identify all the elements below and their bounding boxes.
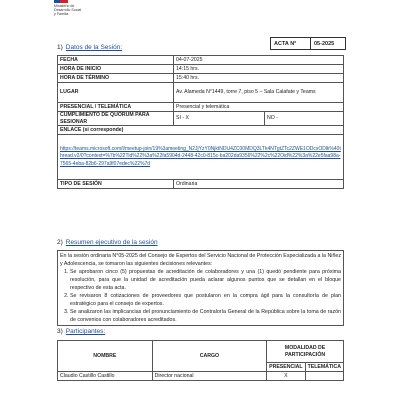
summary-intro: En la sesión ordinaria N°05-2025 del Consejo de Expertos del Servicio Nacional de Protección Especializada a la Niñez y Adolescencia, se tomaron las siguientes decisiones relevantes: <box>60 253 341 267</box>
teams-meeting-link[interactable]: https://teams.microsoft.com/l/meetup-join/19%3ameeting_N2JjYzY0NjktNDU4ZC00MDQ3LTk4NTgtZTc2ZWE1ODcxODlk%40thread.v2/0?context=%7b%22Tid%22%3a%22fa5904d-2448-42c0-815c-ba202da9356%22%2c%22Oid%22%3a%22e5faa98a-7565-4eba-82b6-297a9f07edec%22%7d <box>58 135 344 180</box>
table-row: LUGAR Av. Alameda N°1449, torre 7, piso 5 – Sala Calafate y Teams <box>58 83 344 103</box>
summary-list <box>60 268 341 324</box>
list-item: 3. Se analizaron las implicancias del pronunciamiento de Contraloría General de la República sobre la toma de razón de convenios con colaboradores acreditados. <box>70 308 341 324</box>
section-2-title: 2) Resumen ejecutivo de la sesión <box>57 239 158 246</box>
table-row: TIPO DE SESIÓN Ordinaria <box>58 180 344 189</box>
table-row: ENLACE (si corresponde) <box>58 126 344 135</box>
section-3-title: 3) Participantes: <box>57 328 106 335</box>
section-1-title: 1) Datos de la Sesión: <box>57 44 123 51</box>
table-row: FECHA 04-07-2025 <box>58 56 344 65</box>
acta-label: ACTA N° <box>271 38 311 49</box>
table-row: PRESENCIAL / TELEMÁTICA Presencial y telemática <box>58 103 344 112</box>
table-row <box>58 135 344 180</box>
ministry-logo <box>54 0 82 16</box>
list-item: 1. Se aprobaron cinco (5) propuestas de acreditación de colaboradores y una (1) quedó pendiente para próxima resolución, para que la unidad de acreditación pueda aclarar algunos puntos que se detallan en el bloque respectivo de esta acta. <box>70 268 341 292</box>
logo-text: Ministerio de Desarrollo Social y Familia <box>54 4 82 16</box>
table-header-row: PRESENCIAL TELEMÁTICA <box>58 363 344 372</box>
acta-value: 05-2025 <box>314 40 335 47</box>
acta-number-box <box>270 37 346 50</box>
list-item: 2. Se revisaron 8 cotizaciones de proveedores que postularon en la compra ágil para la consultoría de plan estratégico para el consejo de expertos. <box>70 292 341 308</box>
table-row: HORA DE TÉRMINO 15:40 hrs. <box>58 74 344 83</box>
executive-summary-box <box>57 250 344 326</box>
participants-table <box>57 340 344 381</box>
table-header-row: NOMBRE CARGO MODALIDAD DE PARTICIPACIÓN <box>58 341 344 363</box>
table-row: CUMPLIMIENTO DE QUÓRUM PARA SESIONAR SI - X NO - <box>58 112 344 126</box>
flag-red-stripe <box>60 0 68 3</box>
session-data-table <box>57 55 344 189</box>
table-row: HORA DE INICIO 14:15 hrs. <box>58 65 344 74</box>
table-row: Claudio Castillo Castillo Director nacional X <box>58 372 344 381</box>
